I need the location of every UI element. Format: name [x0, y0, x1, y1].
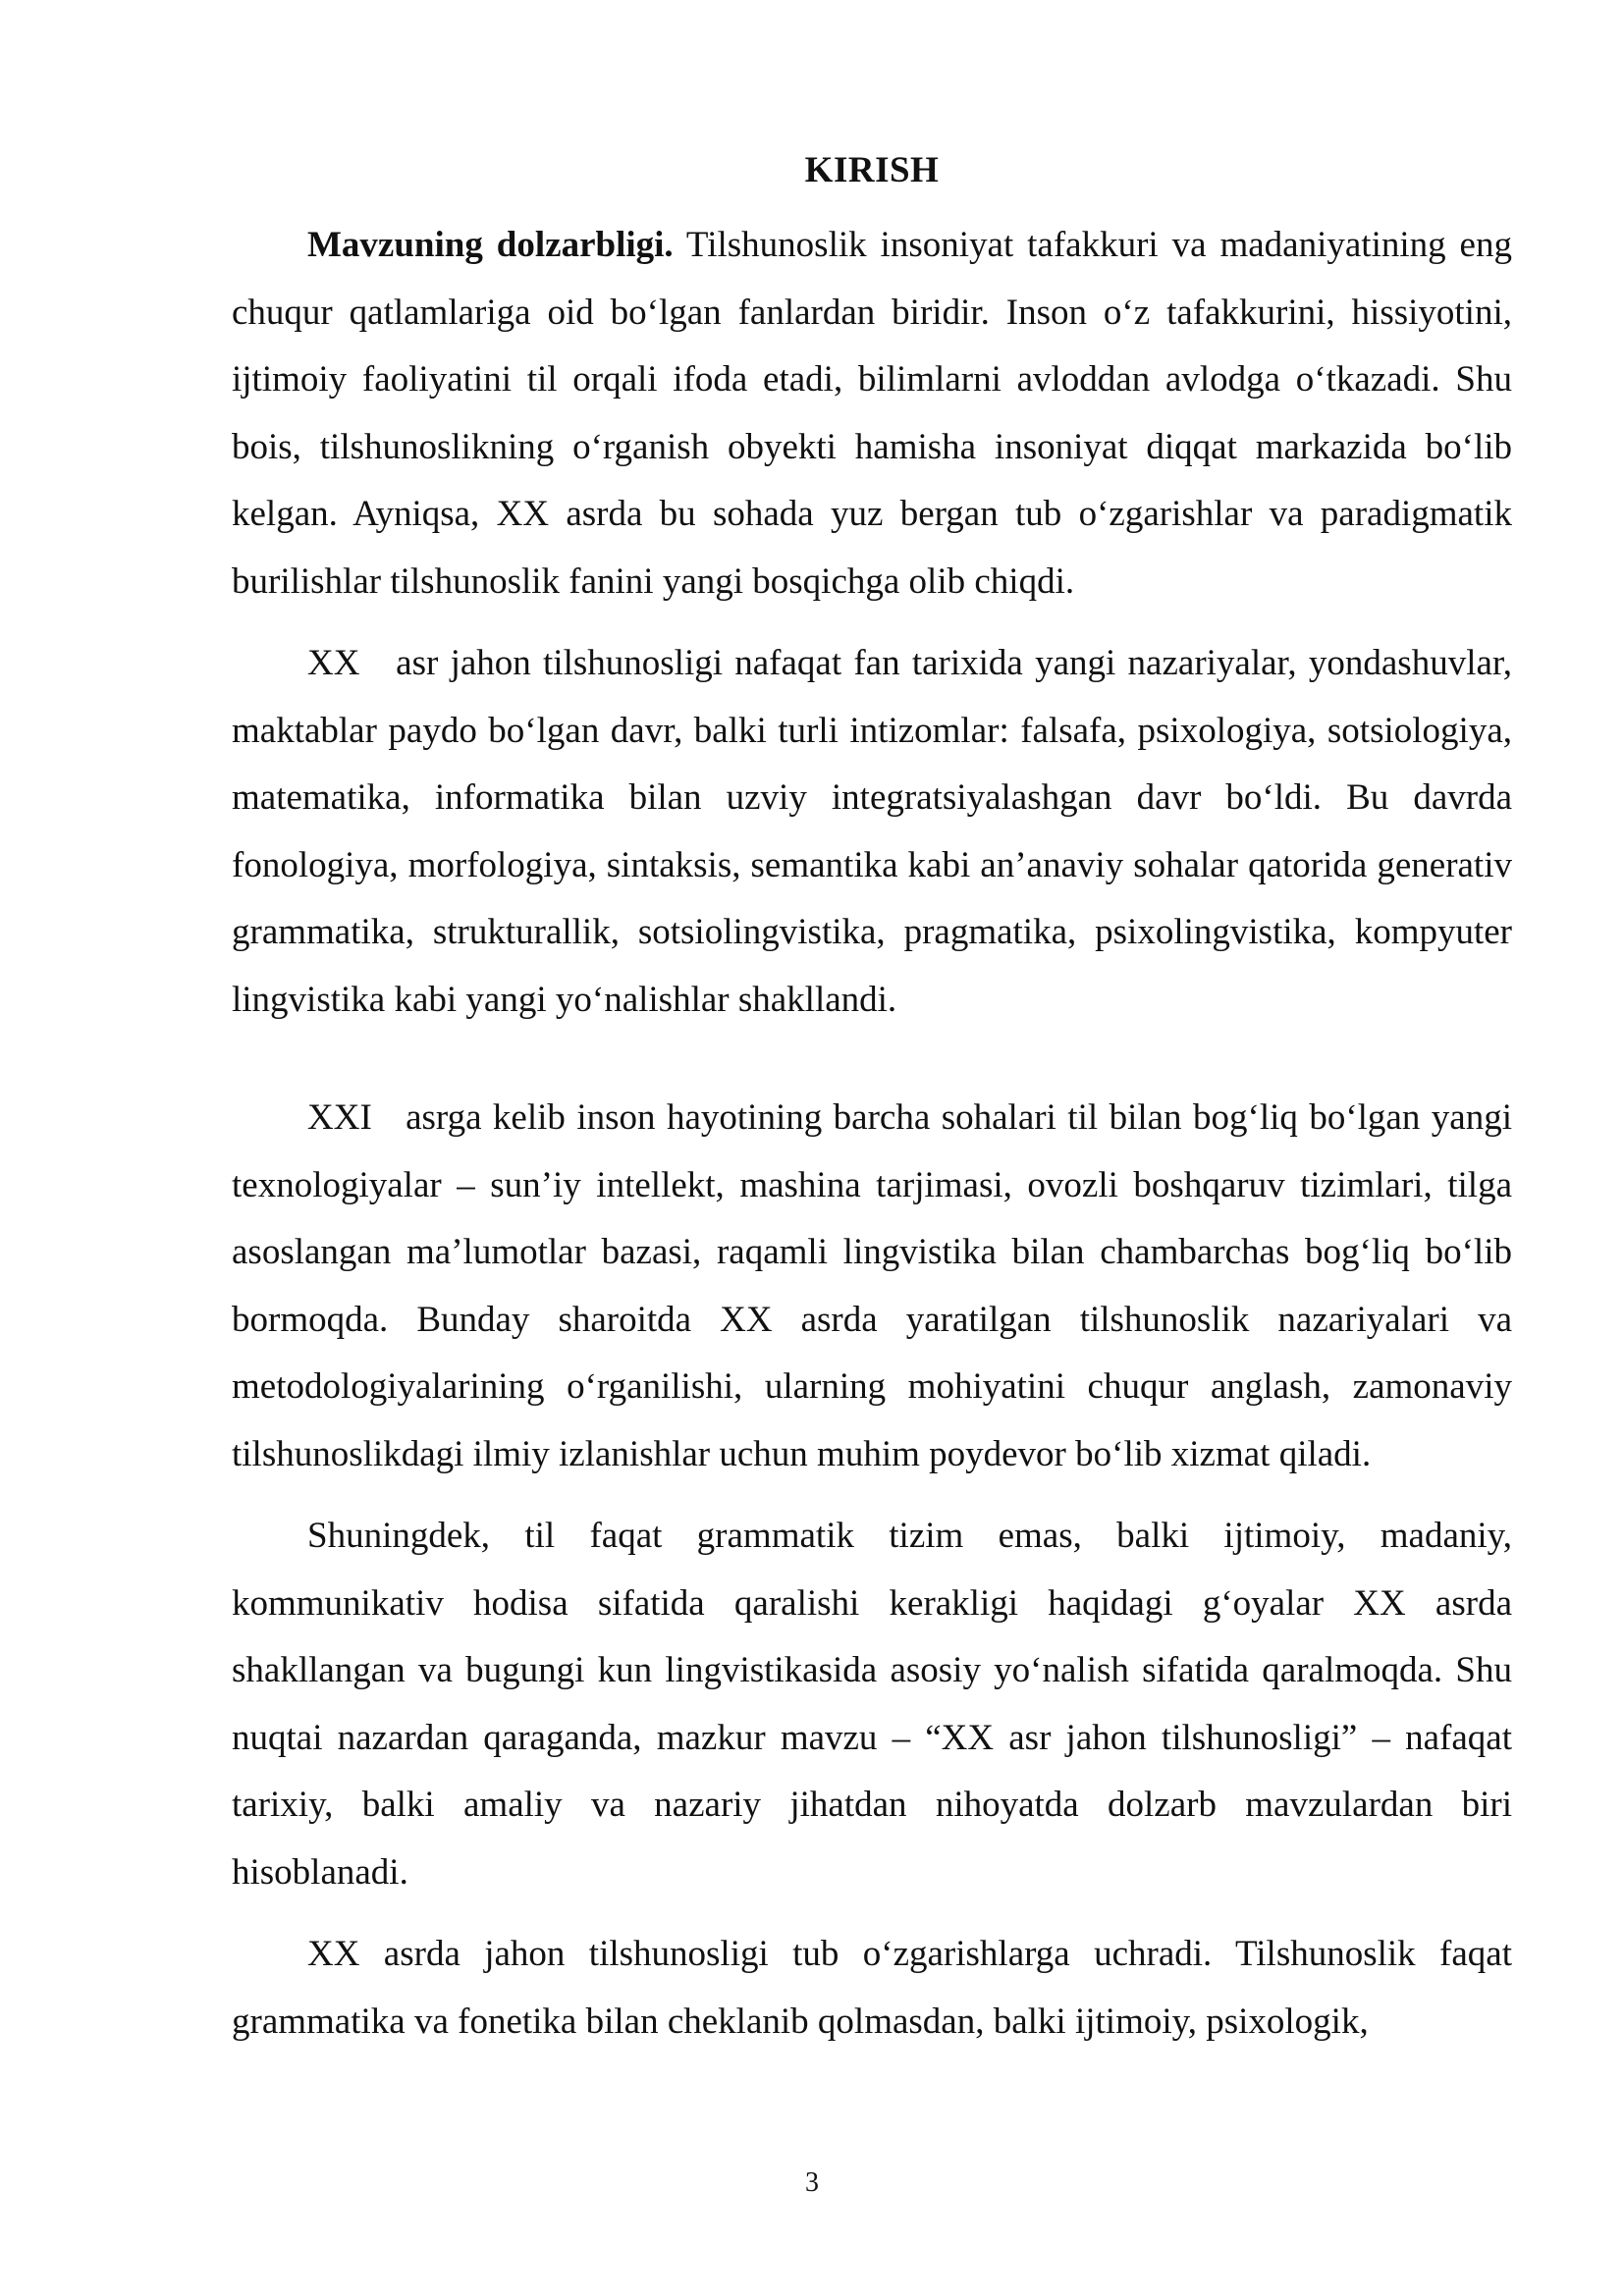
paragraph-lead: Mavzuning dolzarbligi.	[307, 225, 674, 265]
paragraph-changes	[232, 1921, 1512, 2056]
paragraph-social-view	[232, 1503, 1512, 1906]
paragraph-relevance	[232, 212, 1512, 615]
paragraph-text: XX asr jahon tilshunosligi nafaqat fan tarixida yangi nazariyalar, yondashuvlar, maktablar paydo bo‘lgan davr, balki turli intizomlar: falsafa, psixologiya, sotsiologiya, matematika, informatika bilan uzviy integratsiyalashgan davr bo‘ldi. Bu davrda fonologiya, morfologiya, sintaksis, semantika kabi an’anaviy sohalar qatorida generativ grammatika, strukturallik, sotsiolingvistika, pragmatika, psixolingvistika, kompyuter lingvistika kabi yangi yo‘nalishlar shakllandi.	[232, 643, 1522, 1020]
paragraph-text: XX asrda jahon tilshunosligi tub o‘zgarishlarga uchradi. Tilshunoslik faqat grammatika va fonetika bilan cheklanib qolmasdan, balki ijtimoiy, psixologik,	[232, 1934, 1512, 2042]
paragraph-text: Tilshunoslik insoniyat tafakkuri va madaniyatining eng chuqur qatlamlariga oid bo‘lgan fanlardan biridir. Inson o‘z tafakkurini, hissiyotini, ijtimoiy faoliyatini til orqali ifoda etadi, bilimlarni avloddan avlodga o‘tkazadi. Shu bois, tilshunoslikning o‘rganish obyekti hamisha insoniyat diqqat markazida bo‘lib kelgan. Ayniqsa, XX asrda bu sohada yuz bergan tub o‘zgarishlar va paradigmatik burilishlar tilshunoslik fanini yangi bosqichga olib chiqdi.	[232, 225, 1512, 602]
paragraph-text: Shuningdek, til faqat grammatik tizim emas, balki ijtimoiy, madaniy, kommunikativ hodisa sifatida qaralishi kerakligi haqidagi g‘oyalar XX asrda shakllangan va bugungi kun lingvistikasida asosiy yo‘nalish sifatida qaralmoqda. Shu nuqtai nazardan qaraganda, mazkur mavzu – “XX asr jahon tilshunosligi” – nafaqat tarixiy, balki amaliy va nazariy jihatdan nihoyatda dolzarb mavzulardan biri hisoblanadi.	[232, 1516, 1512, 1893]
page-heading: KIRISH	[804, 150, 940, 190]
page-number: 3	[805, 2167, 819, 2198]
page-content	[232, 149, 1522, 2056]
paragraph-text: XXI asrga kelib inson hayotining barcha sohalari til bilan bog‘liq bo‘lgan yangi texnologiyalar – sun’iy intellekt, mashina tarjimasi, ovozli boshqaruv tizimlari, tilga asoslangan ma’lumotlar bazasi, raqamli lingvistika bilan chambarchas bog‘liq bo‘lib bormoqda. Bunday sharoitda XX asrda yaratilgan tilshunoslik nazariyalari va metodologiyalarining o‘rganilishi, ularning mohiyatini chuqur anglash, zamonaviy tilshunoslikdagi ilmiy izlanishlar uchun muhim poydevor bo‘lib xizmat qiladi.	[232, 1097, 1522, 1474]
paragraph-xxi-century	[232, 1085, 1522, 1488]
paragraph-xx-century	[232, 630, 1522, 1034]
